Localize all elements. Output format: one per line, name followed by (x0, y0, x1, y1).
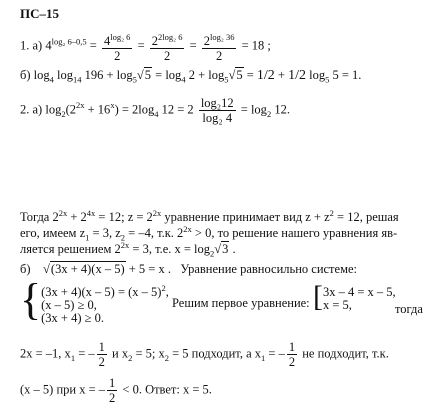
result-line: 2x = –1, $x_1$ = – $\frac{1}{2}$ и $x_2 = 5$; $x_2 = 5$ подходит, а $x_1$ = – $\frac{1}{2}$ не подходит, т.к. (20, 340, 389, 369)
final-line: (x – 5) при x = – $\frac{1}{2}$ < 0. Ответ: x = 5. (20, 376, 212, 405)
problem-1b: б) $\log_4 \log_{14} 196 + \log_5√5 = \log_4 2 + \log_5√5 = 1/2 + 1/2$ $\log_5 5 = 1$. (20, 68, 362, 85)
problem-1a: 1. а) $4^{log_2 6-0,5}$ = $\frac{4^{log_2 6}}{2}$ = $\frac{2^{2log_2 6}}{2}$ = $\frac{2^{log_2 36}}{2}$ = 18 ; (20, 32, 271, 64)
fraction-2: $\frac{2^{2log_2 6}}{2}$ (151, 32, 183, 64)
page-title: ПС–15 (20, 6, 59, 21)
alt-block: [ 3x – 4 = x – 5, x = 5, (313, 280, 396, 313)
solve-text: Решим первое уравнение: (172, 296, 310, 310)
then-word: тогда (395, 302, 423, 316)
label-1a: 1. а) (20, 38, 43, 53)
paragraph-line-3: ляется решением $2^{2x} = 3$, т.е. $x = \log_2√3$ . (20, 240, 236, 259)
fraction-log-ratio: $\frac{\text{log₂12}}{\text{log₂ 4}}$ (200, 96, 234, 125)
fraction-1: $\frac{4^{log_2 6}}{2}$ (103, 32, 131, 64)
paragraph-line-2: его, имеем $z_1 = 3$, $z_2 = -4$, т.к. $2^{2x} > 0$, то решение нашего уравнения яв- (20, 224, 398, 243)
problem-2a: 2. а) $\log_2(2^{2x} + 16^x) = 2\log_4$ 12 = 2 $\frac{\text{log₂12}}{\text{log₂ 4}}$ = $\log_2 12$. (20, 96, 290, 125)
system-block: { (3x + 4)(x – 5) = (x – 5)$^2$, (x – 5) ≥ 0, (3x + 4) ≥ 0. (20, 275, 169, 326)
fraction-3: $\frac{2^{log_2 36}}{2}$ (203, 32, 235, 64)
paragraph-line-1: Тогда $2^{2x} + 2^{4x} = 12$; $z = 2^{2x}$ уравнение принимает вид $z + z^2 = 12$, решая (20, 208, 399, 225)
problem-2b: б) √(3x + 4)(x – 5) + 5 = x . Уравнение равносильно системе: (20, 262, 358, 276)
